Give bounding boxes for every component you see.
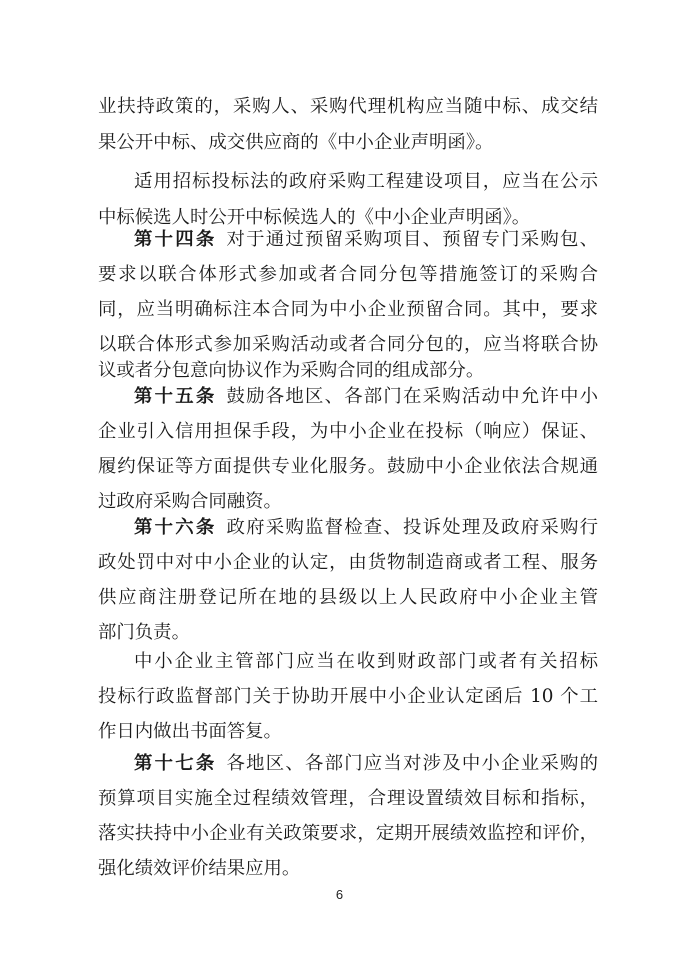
text-line: 履约保证等方面提供专业化服务。鼓励中小企业依法合规通 [98, 456, 598, 477]
text-line: 对于通过预留采购项目、预留专门采购包、 [226, 229, 598, 250]
text-line: 落实扶持中小企业有关政策要求，定期开展绩效监控和评价， [98, 823, 598, 844]
text-line: 适用招标投标法的政府采购工程建设项目，应当在公示 [134, 171, 598, 192]
article-16-first-line [134, 512, 598, 544]
article-heading: 第十四条 [134, 229, 217, 250]
text-line: 同，应当明确标注本合同为中小企业预留合同。其中，要求 [98, 299, 598, 320]
text-line: 企业引入信用担保手段，为中小企业在投标（响应）保证、 [98, 421, 598, 442]
page-number: 6 [335, 887, 344, 902]
text-line: 业扶持政策的，采购人、采购代理机构应当随中标、成交结 [98, 96, 598, 117]
text-line: 过政府采购合同融资。 [98, 491, 282, 512]
text-line: 各地区、各部门应当对涉及中小企业采购的 [226, 753, 598, 774]
text-line: 政处罚中对中小企业的认定，由货物制造商或者工程、服务 [98, 552, 598, 573]
text-line: 投标行政监督部门关于协助开展中小企业认定函后 10 个工 [98, 686, 598, 707]
article-15-first-line [134, 381, 598, 413]
article-heading: 第十七条 [134, 753, 217, 774]
article-17-first-line [134, 748, 598, 780]
article-14-first-line [134, 224, 598, 256]
text-line: 部门负责。 [98, 622, 190, 643]
text-line: 预算项目实施全过程绩效管理，合理设置绩效目标和指标， [98, 788, 598, 809]
text-line: 政府采购监督检查、投诉处理及政府采购行 [226, 517, 598, 538]
text-line: 果公开中标、成交供应商的《中小企业声明函》。 [98, 132, 494, 153]
text-line: 以联合体形式参加采购活动或者合同分包的，应当将联合协 [98, 334, 598, 355]
text-line: 强化绩效评价结果应用。 [98, 858, 301, 879]
text-line: 中小企业主管部门应当在收到财政部门或者有关招标 [134, 651, 598, 672]
text-line: 鼓励各地区、各部门在采购活动中允许中小 [226, 386, 598, 407]
text-line: 要求以联合体形式参加或者合同分包等措施签订的采购合 [98, 264, 598, 285]
text-line: 作日内做出书面答复。 [98, 721, 282, 742]
text-line: 供应商注册登记所在地的县级以上人民政府中小企业主管 [98, 587, 598, 608]
text-line: 中标候选人时公开中标候选人的《中小企业声明函》。 [98, 207, 531, 228]
article-heading: 第十六条 [134, 517, 217, 538]
text-line: 议或者分包意向协议作为采购合同的组成部分。 [98, 360, 485, 381]
article-heading: 第十五条 [134, 386, 217, 407]
